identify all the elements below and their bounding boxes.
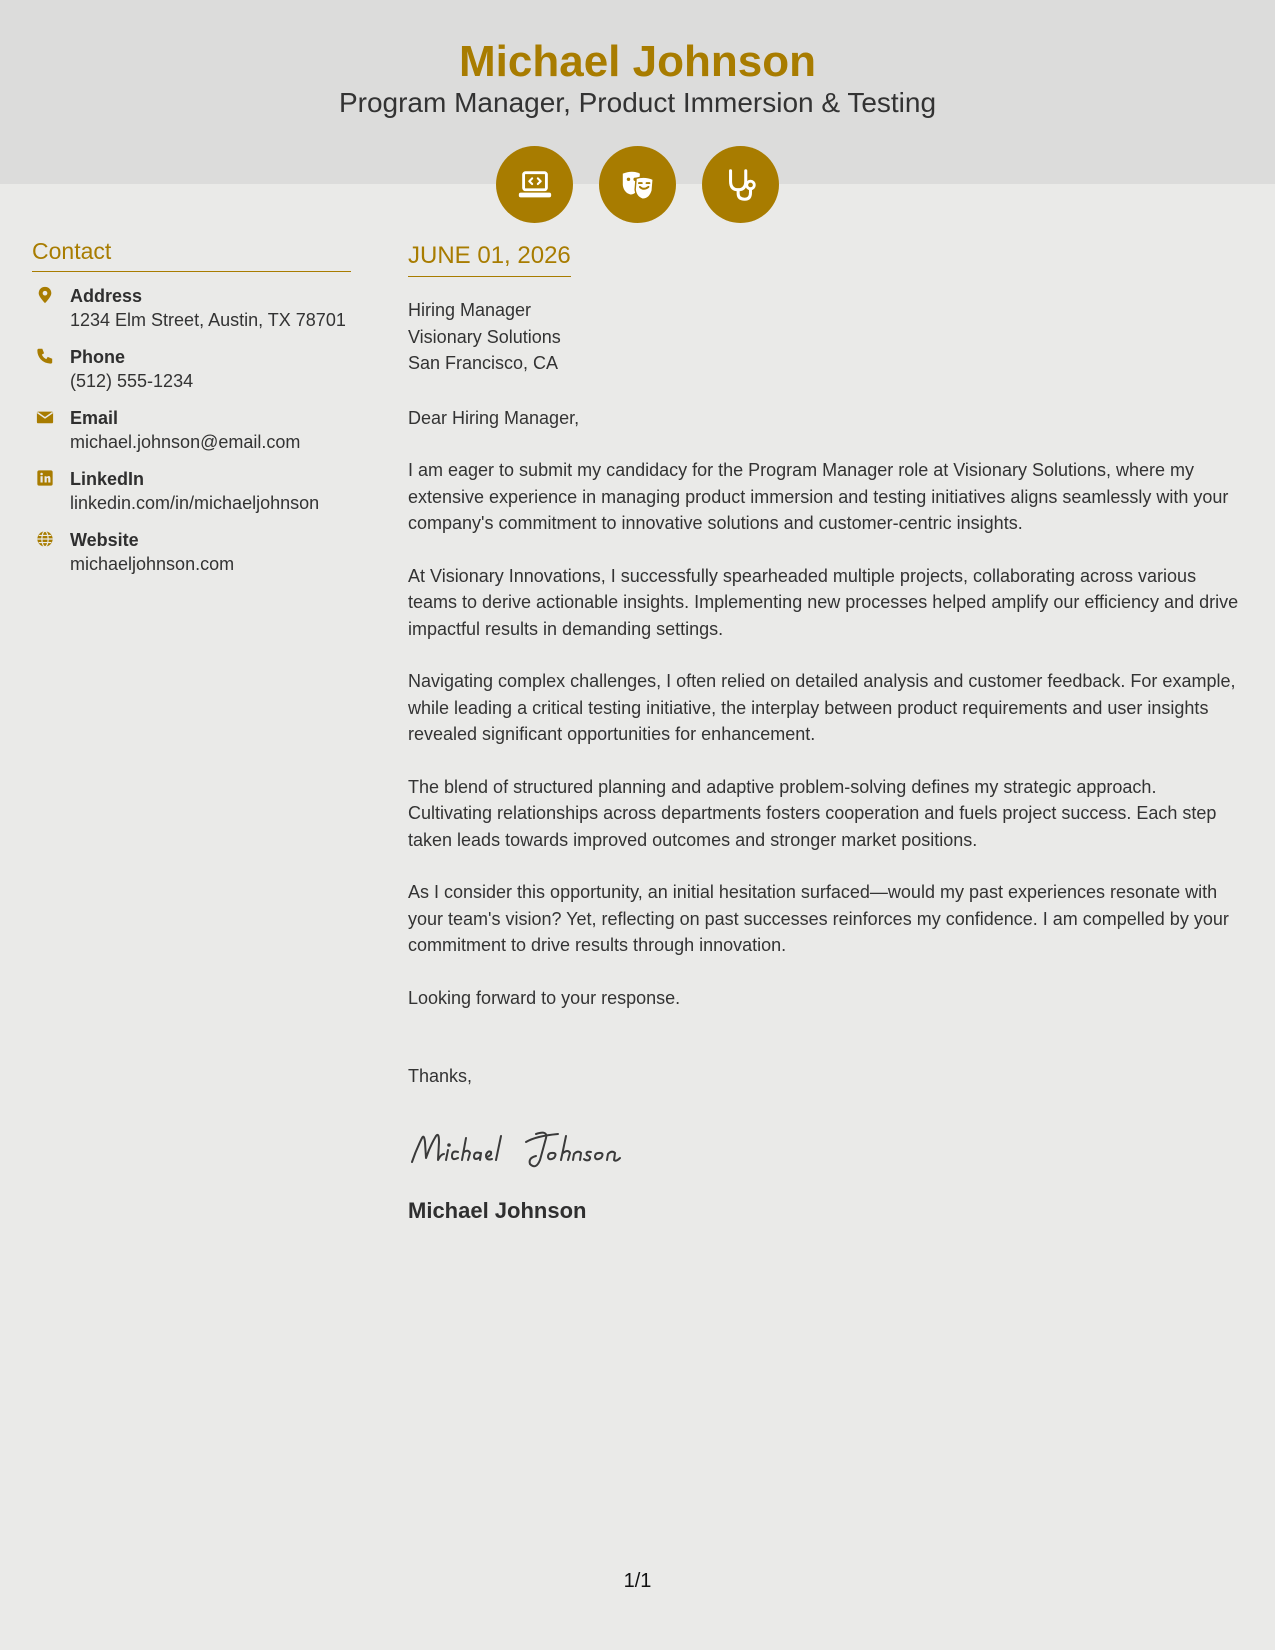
letter-paragraph: As I consider this opportunity, an initial hesitation surfaced—would my past experiences resonate with your team's vision? Yet, reflecting on past successes reinforces my confidence. I am compelled by your commitment to drive results through innovation. bbox=[408, 882, 1229, 955]
contact-linkedin bbox=[32, 467, 351, 515]
theater-masks-icon bbox=[599, 146, 676, 223]
contact-address bbox=[32, 284, 351, 332]
address-value: 1234 Elm Street, Austin, TX 78701 bbox=[70, 310, 346, 330]
job-title: Program Manager, Product Immersion & Testing bbox=[338, 87, 937, 118]
phone-label: Phone bbox=[70, 347, 126, 367]
website-value[interactable]: michaeljohnson.com bbox=[70, 554, 235, 574]
linkedin-icon bbox=[34, 467, 56, 489]
recipient-line: San Francisco, CA bbox=[408, 353, 559, 373]
globe-icon bbox=[34, 528, 56, 550]
phone-value: (512) 555-1234 bbox=[70, 371, 194, 391]
letter-body bbox=[408, 240, 1244, 1226]
date-block bbox=[408, 240, 571, 277]
letter-paragraph: Navigating complex challenges, I often relied on detailed analysis and customer feedback. For example, while leading a critical testing initiative, the interplay between product requirements and user insights revealed significant opportunities for enhancement. bbox=[408, 671, 1236, 744]
recipient-block bbox=[408, 297, 1244, 377]
contact-heading: Contact bbox=[32, 236, 351, 272]
recipient-line: Hiring Manager bbox=[408, 300, 532, 320]
map-pin-icon bbox=[34, 284, 56, 306]
page-number: 1/1 bbox=[623, 1570, 652, 1592]
letter-date: JUNE 01, 2026 bbox=[408, 242, 571, 269]
closing-line: Looking forward to your response. bbox=[408, 987, 681, 1008]
letter-paragraph: At Visionary Innovations, I successfully spearheaded multiple projects, collaborating across various teams to derive actionable insights. Implementing new processes helped amplify our efficiency and drive impactful results in demanding settings. bbox=[408, 565, 1239, 639]
valediction: Thanks, bbox=[408, 1066, 473, 1086]
email-label: Email bbox=[70, 408, 119, 428]
linkedin-label: LinkedIn bbox=[70, 469, 145, 489]
header-icon-row bbox=[0, 146, 1275, 223]
contact-phone bbox=[32, 345, 351, 393]
salutation: Dear Hiring Manager, bbox=[408, 407, 580, 428]
contact-email bbox=[32, 406, 351, 454]
address-label: Address bbox=[70, 286, 143, 306]
recipient-line: Visionary Solutions bbox=[408, 326, 561, 347]
applicant-name: Michael Johnson bbox=[459, 37, 816, 86]
handwritten-signature bbox=[408, 1120, 1244, 1176]
stethoscope-icon bbox=[702, 146, 779, 223]
contact-sidebar bbox=[32, 236, 351, 589]
laptop-code-icon bbox=[496, 146, 573, 223]
website-label: Website bbox=[70, 530, 139, 550]
email-value[interactable]: michael.johnson@email.com bbox=[70, 432, 301, 452]
envelope-icon bbox=[34, 406, 56, 428]
contact-website bbox=[32, 528, 351, 576]
linkedin-value[interactable]: linkedin.com/in/michaeljohnson bbox=[70, 493, 320, 513]
letter-paragraph: The blend of structured planning and adaptive problem-solving defines my strategic approach. Cultivating relationships across departments fosters cooperation and fuels project success. Each step taken leads towards improved outcomes and stronger market positions. bbox=[408, 776, 1217, 850]
letter-paragraph: I am eager to submit my candidacy for the Program Manager role at Visionary Solutions, where my extensive experience in managing product immersion and testing initiatives aligns seamlessly with your company's commitment to innovative solutions and customer-centric insights. bbox=[408, 460, 1229, 533]
signed-name: Michael Johnson bbox=[408, 1197, 587, 1223]
phone-icon bbox=[34, 345, 56, 367]
